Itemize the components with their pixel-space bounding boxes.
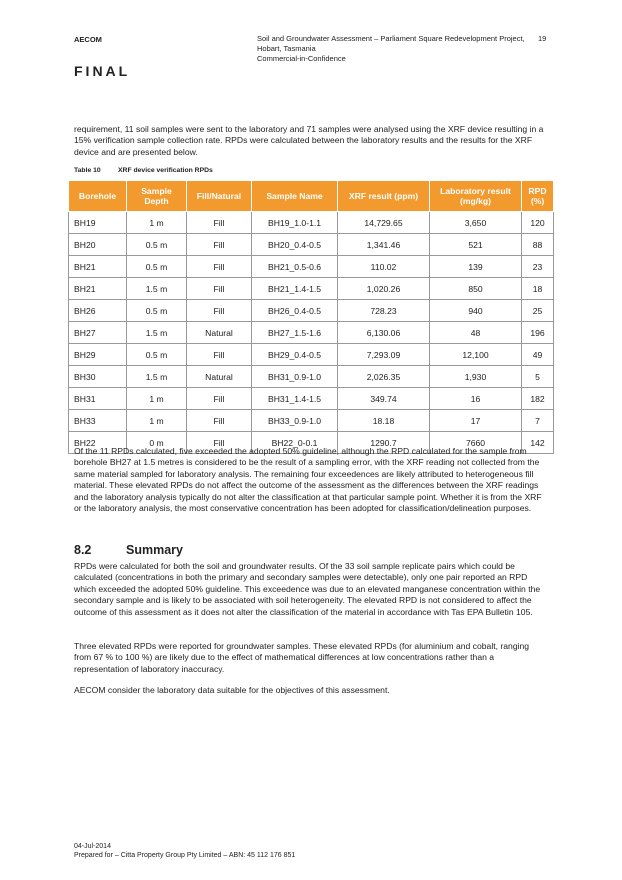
table-row [69, 278, 554, 300]
table-row [69, 410, 554, 432]
table-cell: 0.5 m [127, 256, 187, 278]
table-cell: 1,930 [430, 366, 522, 388]
table-cell: 120 [522, 212, 554, 234]
table-cell: BH20 [69, 234, 127, 256]
table-cell: BH29 [69, 344, 127, 366]
table-cell: BH33 [69, 410, 127, 432]
table-cell: Fill [187, 234, 252, 256]
table-row [69, 388, 554, 410]
table-cell: 110.02 [338, 256, 430, 278]
table-cell: 0 m [127, 432, 187, 454]
table-cell: 1 m [127, 388, 187, 410]
table-cell: BH22 [69, 432, 127, 454]
table-cell: Fill [187, 212, 252, 234]
table-cell: 521 [430, 234, 522, 256]
table-row [69, 366, 554, 388]
column-header: Laboratory result (mg/kg) [430, 181, 522, 212]
table-cell: 1.5 m [127, 366, 187, 388]
table-cell: BH26 [69, 300, 127, 322]
table-cell: 12,100 [430, 344, 522, 366]
table-cell: 49 [522, 344, 554, 366]
table-cell: 88 [522, 234, 554, 256]
table-cell: 14,729.65 [338, 212, 430, 234]
table-cell: BH19_1.0-1.1 [252, 212, 338, 234]
table-cell: 728.23 [338, 300, 430, 322]
table-cell: 940 [430, 300, 522, 322]
table-cell: 7660 [430, 432, 522, 454]
intro-paragraph: requirement, 11 soil samples were sent to the laboratory and 71 samples were analysed using the XRF device resulting in a 15% verification sample collection rate. RPDs were calculated between the laboratory results and the results for the XRF device and are presented below. [74, 124, 544, 157]
table-cell: BH31 [69, 388, 127, 410]
table-cell: 142 [522, 432, 554, 454]
summary-paragraph-conclusion: AECOM consider the laboratory data suitable for the objectives of this assessment. [74, 685, 390, 695]
table-cell: 1,341.46 [338, 234, 430, 256]
table-row [69, 344, 554, 366]
table-cell: BH21_0.5-0.6 [252, 256, 338, 278]
table-cell: Fill [187, 278, 252, 300]
table-caption [74, 167, 213, 174]
table-cell: 7,293.09 [338, 344, 430, 366]
table-cell: 1,020.26 [338, 278, 430, 300]
table-cell: 1 m [127, 212, 187, 234]
table-cell: 3,650 [430, 212, 522, 234]
table-cell: 25 [522, 300, 554, 322]
footer-prepared-for: Prepared for – Citta Property Group Pty Limited – ABN: 45 112 176 851 [74, 852, 296, 859]
column-header: Fill/Natural [187, 181, 252, 212]
column-header: XRF result (ppm) [338, 181, 430, 212]
table-cell: Natural [187, 322, 252, 344]
table-caption-title: XRF device verification RPDs [118, 167, 213, 174]
column-header: Borehole [69, 181, 127, 212]
table-cell: Natural [187, 366, 252, 388]
footer-date: 04-Jul-2014 [74, 843, 111, 850]
section-title: Summary [126, 543, 183, 557]
table-cell: 349.74 [338, 388, 430, 410]
table-cell: 6,130.06 [338, 322, 430, 344]
table-cell: 1290.7 [338, 432, 430, 454]
table-cell: Fill [187, 344, 252, 366]
column-header: RPD (%) [522, 181, 554, 212]
table-cell: 16 [430, 388, 522, 410]
page-number: 19 [538, 34, 547, 43]
table-header-row [69, 181, 554, 212]
table-cell: 1 m [127, 410, 187, 432]
section-heading [74, 543, 183, 557]
header-title-line1: Soil and Groundwater Assessment – Parliament Square Redevelopment Project, [257, 34, 525, 43]
header-title-line2: Hobart, Tasmania [257, 44, 316, 53]
table-row [69, 256, 554, 278]
table-row [69, 234, 554, 256]
table-cell: BH31_0.9-1.0 [252, 366, 338, 388]
header-title-line3: Commercial-in-Confidence [257, 54, 346, 63]
table-cell: 48 [430, 322, 522, 344]
column-header: Sample Depth [127, 181, 187, 212]
table-cell: Fill [187, 256, 252, 278]
table-cell: BH30 [69, 366, 127, 388]
table-cell: Fill [187, 410, 252, 432]
table-cell: 0.5 m [127, 300, 187, 322]
table-cell: 850 [430, 278, 522, 300]
summary-paragraph-groundwater: Three elevated RPDs were reported for groundwater samples. These elevated RPDs (for aluminium and cobalt, ranging from 67 % to 100 %) are likely due to the effect of mathematical differences at low concentrations rather than a representation of laboratory inaccuracy. [74, 641, 530, 674]
table-cell: 18 [522, 278, 554, 300]
section-number: 8.2 [74, 543, 92, 557]
table-cell: BH27 [69, 322, 127, 344]
rpd-table [68, 180, 554, 454]
table-cell: 0.5 m [127, 344, 187, 366]
table-body [69, 212, 554, 454]
table-cell: 196 [522, 322, 554, 344]
rpd-discussion-paragraph: Of the 11 RPDs calculated, five exceeded the adopted 50% guideline, although the RPD calculated for the sample from borehole BH27 at 1.5 metres is considered to be the result of a sampling error, with the XRF reading not collected from the same material sampled for laboratory analysis. The remaining four exceedences are likely attributed to heterogeneous fill material. These elevated RPDs do not affect the outcome of the assessment as the differences between the XRF readings and the laboratory analysis typically do not alter the classification at that particular sample point. Whether it is from the XRF or the laboratory analysis, the most conservative concentration has been adopted for classification/delineation purposes. [74, 446, 542, 514]
table-cell: BH26_0.4-0.5 [252, 300, 338, 322]
table-cell: BH20_0.4-0.5 [252, 234, 338, 256]
table-cell: 7 [522, 410, 554, 432]
table-cell: BH21 [69, 278, 127, 300]
table-row [69, 300, 554, 322]
table-cell: BH27_1.5-1.6 [252, 322, 338, 344]
table-cell: 2,026.35 [338, 366, 430, 388]
table-cell: 182 [522, 388, 554, 410]
table-cell: 0.5 m [127, 234, 187, 256]
table-cell: 1.5 m [127, 278, 187, 300]
table-cell: BH19 [69, 212, 127, 234]
table-cell: Fill [187, 388, 252, 410]
table-cell: Fill [187, 300, 252, 322]
table-cell: Fill [187, 432, 252, 454]
table-row [69, 212, 554, 234]
table-row [69, 322, 554, 344]
company-name: AECOM [74, 35, 102, 44]
table-cell: BH21_1.4-1.5 [252, 278, 338, 300]
table-cell: 18.18 [338, 410, 430, 432]
table-cell: BH22_0-0.1 [252, 432, 338, 454]
table-cell: 17 [430, 410, 522, 432]
table-cell: 5 [522, 366, 554, 388]
table-cell: BH29_0.4-0.5 [252, 344, 338, 366]
table-cell: BH31_1.4-1.5 [252, 388, 338, 410]
column-header: Sample Name [252, 181, 338, 212]
table-cell: 139 [430, 256, 522, 278]
table-cell: 23 [522, 256, 554, 278]
document-header [257, 34, 527, 64]
summary-paragraph-soil: RPDs were calculated for both the soil and groundwater results. Of the 33 soil sample replicate pairs which could be calculated (concentrations in both the primary and secondary samples were detectable), only one pair reported an RPD which exceeded the adopted 50% guideline. This exceedence was due to an elevated manganese concentration within the secondary sample and is likely to be associated with soil heterogeneity. The elevated RPD is not considered to affect the outcome of this assessment as it does not alter the classification of the material in accordance with Tas EPA Bulletin 105. [74, 561, 541, 617]
table-cell: BH33_0.9-1.0 [252, 410, 338, 432]
table-cell: BH21 [69, 256, 127, 278]
table-cell: 1.5 m [127, 322, 187, 344]
table-caption-number: Table 10 [74, 167, 101, 174]
document-status: FINAL [74, 63, 131, 79]
